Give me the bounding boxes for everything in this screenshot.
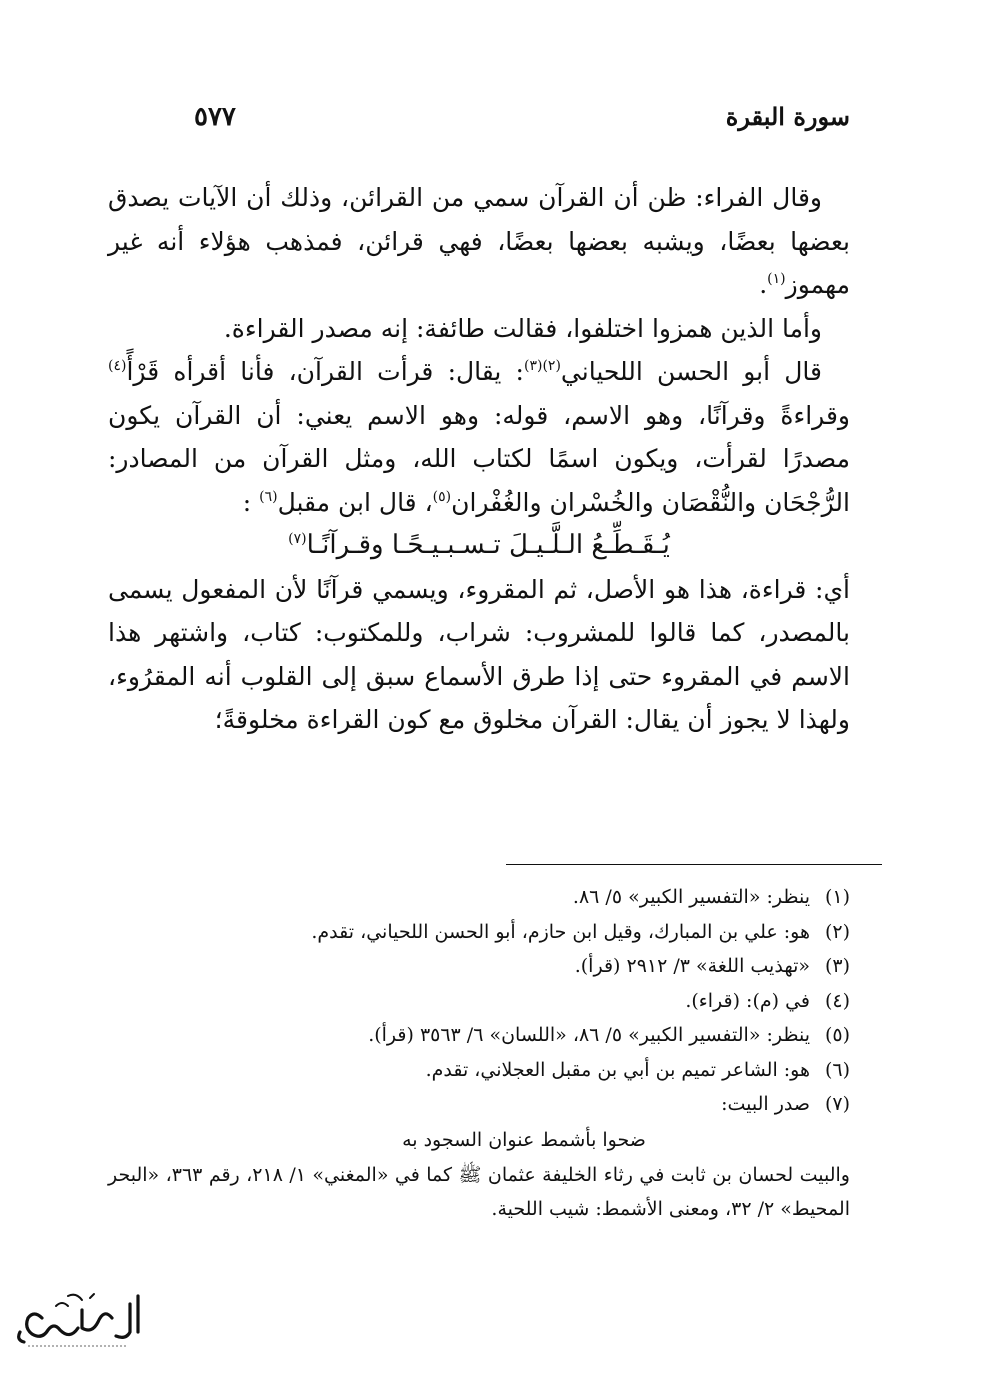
paragraph-1-end: . [759,270,768,299]
footnote-ref: (٦) [259,488,278,505]
footnote-number: (٦) [824,1058,850,1081]
footnote-number: (١) [824,886,850,908]
running-header [140,102,850,142]
footnote-6 [108,1053,850,1088]
footnote-number: (٣) [824,955,850,977]
library-logo [8,1288,146,1352]
footnote-1 [108,880,850,915]
footnote-5 [108,1018,850,1053]
footnote-7 [108,1087,850,1122]
footnote-number: (٥) [824,1024,850,1046]
paragraph-3-text-a: قال أبو الحسن اللحياني [560,357,822,386]
paragraph-3-text-e: : [242,487,260,517]
footnote-number: (٤) [824,989,850,1012]
footnote-text: هو: الشاعر تميم بن أبي بن مقبل العجلاني، تقدم. [425,1058,810,1081]
verse-text: يُـقَـطِّـعُ الـلَّـيـلَ تـسـبـيـحًـا وقـرآنًـا [306,530,670,560]
paragraph-3 [108,350,850,524]
paragraph-4: أي: قراءة، هذا هو الأصل، ثم المقروء، ويسمي قرآنًا لأن المفعول يسمى بالمصدر، كما قالوا للمشروب: شراب، وللمكتوب: كتاب، واشتهر هذا الاسم في المقروء حتى إذا طرق الأسماع سبق إلى القلوب أنه المقرُوء، ولهذا لا يجوز أن يقال: القرآن مخلوق مع كون القراءة مخلوقةً؛ [108,574,850,734]
footnote-text: «تهذيب اللغة» ٣/ ٢٩١٢ (قرأ). [574,955,810,977]
paragraph-3-text-c: وقراءةً وقرآنًا، وهو الاسم، قوله: وهو الاسم يعني: أن القرآن يكون مصدرًا لقرأت، ويكون اسمًا لكتاب الله، ومثل القرآن من المصادر: الرُّجْحَان والنُّقْصَان والخُسْران والغُفْران [108,400,851,517]
paragraph-3-text-b: : يقال: قرأت القرآن، فأنا أقرأه قَرْأً [126,357,524,386]
footnote-text: هو: علي بن المبارك، وقيل ابن حازم، أبو الحسن اللحياني، تقدم. [311,920,810,943]
footnote-2 [108,915,850,950]
paragraph-1 [108,176,850,307]
footnote-ref: (٤) [108,358,127,374]
footnote-4 [108,984,850,1019]
footnote-text: ينظر: «التفسير الكبير» ٥/ ٨٦، «اللسان» ٦/ ٣٥٦٣ (قرأ). [368,1024,810,1046]
footnote-poem-line: ضحوا بأشمط عنوان السجود به [402,1128,646,1151]
footnote-text: ينظر: «التفسير الكبير» ٥/ ٨٦. [572,886,810,908]
footnote-number: (٧) [824,1093,850,1115]
footnote-ref: (١) [767,271,786,287]
footnote-3 [108,949,850,984]
footnote-number: (٢) [824,920,850,943]
footnote-ref: (٥) [432,488,452,505]
main-text [108,176,850,742]
footnote-ref: (٧) [288,531,307,547]
footnote-7-continuation: والبيت لحسان بن ثابت في رثاء الخليفة عثمان ﷺ كما في «المغني» ١/ ٢١٨، رقم ٣٦٣، «البحر المحيط» ٢/ ٣٢، ومعنى الأشمط: شيب اللحية. [108,1163,850,1220]
poetry-verse [108,524,850,568]
footnote-separator [506,864,882,865]
footnote-text: في (م): (قراء). [685,989,810,1012]
footnotes [108,880,850,1227]
page-number: ٥٧٧ [194,102,236,132]
footnote-ref: (٢)(٣) [523,358,561,374]
paragraph-1-text: وقال الفراء: ظن أن القرآن سمي من القرائن، وذلك أن الآيات يصدق بعضها بعضًا، ويشبه بعضها بعضًا، فهي قرائن، فمذهب هؤلاء أنه غير مهموز [108,183,850,299]
surah-title: سورة البقرة [725,102,850,131]
footnote-text: صدر البيت: [721,1093,810,1115]
logo-calligraphy-icon [8,1288,146,1352]
paragraph-3-text-d: ، قال ابن مقبل [277,487,433,517]
paragraph-2: وأما الذين همزوا اختلفوا، فقالت طائفة: إنه مصدر القراءة. [223,313,822,343]
